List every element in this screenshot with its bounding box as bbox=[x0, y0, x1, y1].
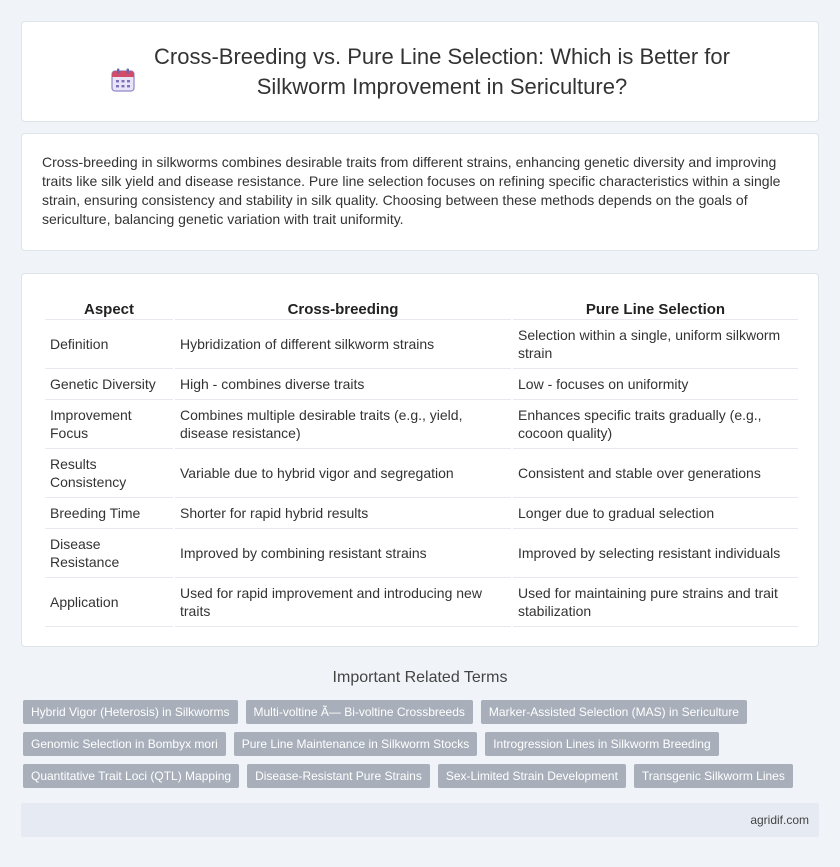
cell-aspect: Improvement Focus bbox=[45, 400, 173, 449]
comparison-table-card bbox=[21, 273, 819, 647]
tag-row bbox=[23, 764, 823, 789]
cell-aspect: Application bbox=[45, 578, 173, 627]
intro-paragraph: Cross-breeding in silkworms combines desirable traits from different strains, enhancing genetic diversity and improving traits like silk yield and disease resistance. Pure line selection focuses on refining specific characteristics within a single strain, ensuring consistency and stability in silk quality. Choosing between these methods depends on the goals of sericulture, balancing genetic variation with trait uniformity. bbox=[42, 154, 781, 227]
table-row bbox=[45, 498, 798, 529]
related-term-tag[interactable]: Marker-Assisted Selection (MAS) in Sericulture bbox=[481, 700, 747, 724]
table-row bbox=[45, 320, 798, 369]
intro-card bbox=[21, 133, 819, 251]
tag-row bbox=[23, 700, 823, 725]
calendar-icon bbox=[110, 67, 136, 93]
table-header-row bbox=[45, 296, 798, 320]
related-terms-tags bbox=[23, 700, 823, 796]
cell-pure-line: Improved by selecting resistant individuals bbox=[513, 529, 798, 578]
footer bbox=[21, 803, 819, 837]
header-pure-line-selection: Pure Line Selection bbox=[513, 296, 798, 320]
related-term-tag[interactable]: Genomic Selection in Bombyx mori bbox=[23, 732, 226, 756]
cell-aspect: Genetic Diversity bbox=[45, 369, 173, 400]
related-terms-heading: Important Related Terms bbox=[332, 669, 508, 686]
cell-aspect: Results Consistency bbox=[45, 449, 173, 498]
cell-cross-breeding: Hybridization of different silkworm strains bbox=[175, 320, 511, 369]
cell-aspect: Definition bbox=[45, 320, 173, 369]
related-term-tag[interactable]: Transgenic Silkworm Lines bbox=[634, 764, 793, 788]
page-title bbox=[154, 42, 730, 102]
footer-site-link[interactable]: agridif.com bbox=[750, 813, 809, 827]
related-term-tag[interactable]: Sex-Limited Strain Development bbox=[438, 764, 626, 788]
table-row bbox=[45, 400, 798, 449]
related-term-tag[interactable]: Introgression Lines in Silkworm Breeding bbox=[485, 732, 718, 756]
cell-cross-breeding: High - combines diverse traits bbox=[175, 369, 511, 400]
header-aspect: Aspect bbox=[45, 296, 173, 320]
cell-pure-line: Longer due to gradual selection bbox=[513, 498, 798, 529]
related-term-tag[interactable]: Multi-voltine Ã— Bi-voltine Crossbreeds bbox=[246, 700, 473, 724]
table-row bbox=[45, 578, 798, 627]
comparison-table bbox=[43, 296, 800, 627]
cell-pure-line: Used for maintaining pure strains and trait stabilization bbox=[513, 578, 798, 627]
cell-cross-breeding: Improved by combining resistant strains bbox=[175, 529, 511, 578]
related-term-tag[interactable]: Disease-Resistant Pure Strains bbox=[247, 764, 430, 788]
table-row bbox=[45, 529, 798, 578]
header-cross-breeding: Cross-breeding bbox=[175, 296, 511, 320]
tag-row bbox=[23, 732, 823, 757]
title-card bbox=[21, 21, 819, 122]
cell-cross-breeding: Variable due to hybrid vigor and segregation bbox=[175, 449, 511, 498]
page-title-line-1: Cross-Breeding vs. Pure Line Selection: Which is Better for bbox=[154, 43, 730, 69]
table-row bbox=[45, 449, 798, 498]
cell-cross-breeding: Shorter for rapid hybrid results bbox=[175, 498, 511, 529]
cell-pure-line: Enhances specific traits gradually (e.g., cocoon quality) bbox=[513, 400, 798, 449]
cell-pure-line: Consistent and stable over generations bbox=[513, 449, 798, 498]
cell-pure-line: Selection within a single, uniform silkworm strain bbox=[513, 320, 798, 369]
cell-pure-line: Low - focuses on uniformity bbox=[513, 369, 798, 400]
cell-aspect: Disease Resistance bbox=[45, 529, 173, 578]
related-term-tag[interactable]: Quantitative Trait Loci (QTL) Mapping bbox=[23, 764, 239, 788]
cell-aspect: Breeding Time bbox=[45, 498, 173, 529]
related-term-tag[interactable]: Pure Line Maintenance in Silkworm Stocks bbox=[234, 732, 477, 756]
cell-cross-breeding: Used for rapid improvement and introducing new traits bbox=[175, 578, 511, 627]
page-title-line-2: Silkworm Improvement in Sericulture? bbox=[256, 73, 628, 99]
table-row bbox=[45, 369, 798, 400]
related-term-tag[interactable]: Hybrid Vigor (Heterosis) in Silkworms bbox=[23, 700, 238, 724]
cell-cross-breeding: Combines multiple desirable traits (e.g., yield, disease resistance) bbox=[175, 400, 511, 449]
